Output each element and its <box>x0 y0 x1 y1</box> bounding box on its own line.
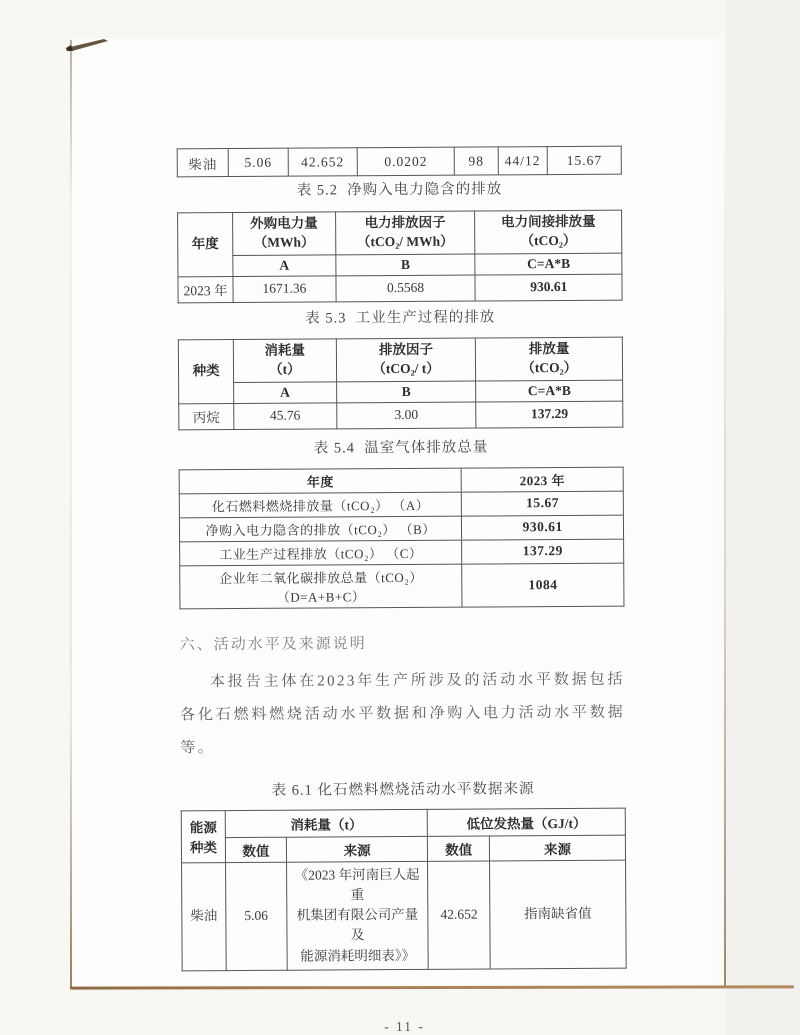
table-header-row <box>178 337 622 382</box>
row-label-cell: 工业生产过程排放（tCO₂） （C） <box>180 540 463 566</box>
formula-cell: C=A*B <box>475 253 622 275</box>
table-row <box>177 146 621 177</box>
row-label-cell: 企业年二氧化碳排放总量（tCO₂） （D=A+B+C） <box>180 564 463 609</box>
table-header-row <box>181 808 625 838</box>
corner-header-cell: 种类 <box>178 339 233 403</box>
table-cell: 98 <box>455 147 498 175</box>
table-row <box>180 539 624 566</box>
corner-header-cell: 年度 <box>178 213 233 277</box>
value-cell: 15.67 <box>462 491 624 516</box>
page-content <box>176 37 627 1035</box>
row-label-cell: 化石燃料燃烧排放量（tCO₂） （A） <box>179 492 462 518</box>
table-cell: 45.76 <box>234 402 337 429</box>
subheader-cell: 来源 <box>286 836 428 862</box>
formula-cell: A <box>234 381 337 403</box>
header-cell: 电力排放因子 （tCO₂/ MWh） <box>335 211 475 255</box>
subheader-cell: 数值 <box>225 837 286 862</box>
table-cell: 44/12 <box>498 147 548 175</box>
table-header-row <box>178 210 622 255</box>
fuel-continuation-table <box>177 146 622 178</box>
table-subheader-row <box>181 835 625 863</box>
table-cell: 指南缺省值 <box>490 860 627 969</box>
table-cell: 2023 年 <box>178 276 233 302</box>
value-cell: 1084 <box>462 563 624 607</box>
table-5-3-caption: 表 5.3 工业生产过程的排放 <box>305 309 496 327</box>
table-cell: 柴油 <box>182 862 227 971</box>
body-paragraph: 本报告主体在2023年生产所涉及的活动水平数据包括各化石燃料燃烧活动水平数据和净购入电力活动水平数据等。 <box>180 671 626 756</box>
page-edge-bottom <box>70 985 794 989</box>
table-cell: 15.67 <box>547 146 621 174</box>
row-label-cell: 净购入电力隐含的排放（tCO₂） （B） <box>179 516 462 542</box>
table-5-3 <box>178 336 624 429</box>
table-row <box>179 401 623 430</box>
table-row <box>182 860 627 971</box>
table-cell: 0.0202 <box>357 147 455 176</box>
table-row <box>179 491 623 518</box>
header-cell: 排放量 （tCO₂） <box>476 337 623 381</box>
scanner-background <box>726 0 800 1035</box>
subheader-cell: 来源 <box>489 835 625 861</box>
subheader-cell: 数值 <box>428 836 490 861</box>
page-number: - 11 - <box>384 1018 425 1034</box>
formula-cell: B <box>335 254 475 276</box>
formula-cell: C=A*B <box>476 380 623 402</box>
table-row <box>179 515 623 542</box>
table-row <box>180 563 624 609</box>
table-row <box>178 274 622 303</box>
header-cell: 消耗量 （t） <box>233 339 336 382</box>
table-cell: 5.06 <box>228 148 288 176</box>
source-cell: 《2023 年河南巨人起重 机集团有限公司产量及 能源消耗明细表》》 <box>286 861 428 970</box>
corner-header-cell: 能源 种类 <box>181 810 225 862</box>
page-edge-right <box>724 100 726 988</box>
corner-fold-mark <box>66 38 110 57</box>
table-5-2 <box>177 210 623 303</box>
formula-row <box>179 380 623 404</box>
table-cell: 5.06 <box>225 862 286 971</box>
table-6-1 <box>181 807 627 971</box>
header-cell: 电力间接排放量 （tCO₂） <box>475 210 622 254</box>
page-edge-left <box>70 40 72 988</box>
table-cell: 137.29 <box>476 401 623 428</box>
table-5-2-caption: 表 5.2 净购入电力隐含的排放 <box>296 181 503 199</box>
group-header-cell: 低位发热量（GJ/t） <box>428 808 626 836</box>
table-6-1-caption: 表 6.1 化石燃料燃烧活动水平数据来源 <box>271 780 535 799</box>
value-cell: 930.61 <box>462 515 624 540</box>
formula-cell: A <box>233 255 336 277</box>
formula-row <box>178 253 622 277</box>
table-cell: 930.61 <box>475 274 622 301</box>
document-page <box>71 38 725 1034</box>
table-cell: 丙烷 <box>179 403 234 429</box>
table-cell: 柴油 <box>177 149 228 177</box>
table-5-4 <box>179 466 625 609</box>
table-cell: 3.00 <box>336 402 476 429</box>
table-cell: 42.652 <box>288 148 357 176</box>
header-cell: 年度 <box>179 468 462 494</box>
table-cell: 0.5568 <box>336 275 476 302</box>
header-cell: 外购电力量 （MWh） <box>233 212 336 255</box>
table-header-row <box>179 467 623 494</box>
table-cell: 1671.36 <box>233 276 336 303</box>
header-cell: 排放因子 （tCO₂/ t） <box>336 338 476 382</box>
table-cell: 42.652 <box>428 861 490 970</box>
value-cell: 137.29 <box>462 539 624 564</box>
table-5-4-caption: 表 5.4 温室气体排放总量 <box>313 439 489 457</box>
formula-cell: B <box>336 381 476 403</box>
header-cell: 2023 年 <box>462 467 624 492</box>
group-header-cell: 消耗量（t） <box>225 809 428 837</box>
section-heading: 六、活动水平及来源说明 <box>179 635 367 653</box>
